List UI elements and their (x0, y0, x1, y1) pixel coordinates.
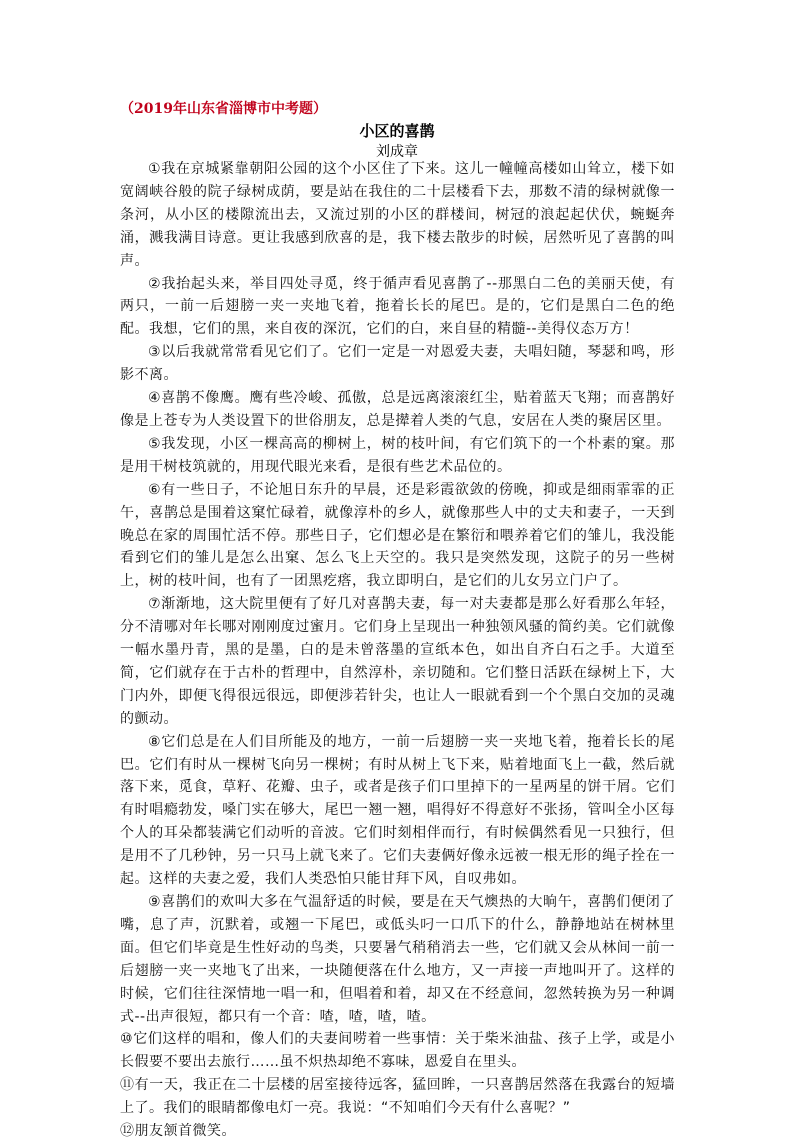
paragraph-4: ④喜鹊不像鹰。鹰有些冷峻、孤傲，总是远离滚滚红尘，贴着蓝天飞翔；而喜鹊好像是上苍专为人类设置下的世俗朋友，总是撵着人类的气息，安居在人类的聚居区里。 (120, 390, 675, 429)
paragraph-3: ③以后我就常常看见它们了。它们一定是一对恩爱夫妻，夫唱妇随，琴瑟和鸣，形影不离。 (120, 344, 675, 384)
paragraph-10: ⑩它们这样的唱和，像人们的夫妻间唠着一些事情：关于柴米油盐、孩子上学，或是小长假要不要出去旅行……虽不炽热却绝不寡味，恩爱自在里头。 (120, 1031, 675, 1071)
exam-source-heading: （2019年山东省淄博市中考题） (120, 101, 327, 117)
article-author: 刘成章 (376, 144, 418, 160)
article-body (120, 158, 675, 1143)
article-title: 小区的喜鹊 (359, 122, 435, 140)
paragraph-2: ②我抬起头来，举目四处寻觅，终于循声看见喜鹊了--那黑白二色的美丽天使，有两只，一前一后翅膀一夹一夹地飞着，拖着长长的尾巴。是的，它们是黑白二色的绝配。我想，它们的黑，来自夜的深沉，它们的白，来自昼的精髓--美得仪态万方！ (120, 275, 675, 338)
paragraph-11: ⑪有一天，我正在二十层楼的居室接待远客，猛回眸，一只喜鹊居然落在我露台的短墙上了。我们的眼睛都像电灯一亮。我说：“不知咱们今天有什么喜呢？” (120, 1077, 675, 1117)
paragraph-1: ①我在京城紧靠朝阳公园的这个小区住了下来。这儿一幢幢高楼如山耸立，楼下如宽阔峡谷般的院子绿树成荫，要是站在我住的二十层楼看下去，那数不清的绿树就像一条河，从小区的楼隙流出去，又流过别的小区的群楼间，树冠的浪起起伏伏，蜿蜒奔涌，溅我满目诗意。更让我感到欣喜的是，我下楼去散步的时候，居然听见了喜鹊的叫声。 (120, 161, 675, 269)
paragraph-8: ⑧它们总是在人们目所能及的地方，一前一后翅膀一夹一夹地飞着，拖着长长的尾巴。它们有时从一棵树飞向另一棵树；有时从树上飞下来，贴着地面飞上一截，然后就落下来，觅食，草籽、花瓣、虫子，或者是孩子们口里掉下的一星两星的饼干屑。它们有时唱瘾勃发，嗓门实在够大，尾巴一翘一翘，唱得好不得意好不张扬，管叫全小区每个人的耳朵都装满它们动听的音波。它们时刻相伴而行，有时候偶然看见一只独行，但是用不了几秒钟，另一只马上就飞来了。它们夫妻俩好像永远被一根无形的绳子拴在一起。这样的夫妻之爱，我们人类恐怕只能甘拜下风，自叹弗如。 (120, 733, 675, 888)
paragraph-9: ⑨喜鹊们的欢叫大多在气温舒适的时候，要是在天气燠热的大晌午，喜鹊们便闭了嘴，息了声，沉默着，或翘一下尾巴，或低头叼一口爪下的什么，静静地站在树林里面。但它们毕竟是生性好动的鸟类，只要暑气稍稍消去一些，它们就又会从林间一前一后翅膀一夹一夹地飞了出来，一块随便落在什么地方，又一声接一声地叫开了。这样的时候，它们往往深情地一唱一和，但唱着和着，却又在不经意间，忽然转换为另一种调式--出声很短，都只有一个音：喳，喳，喳，喳。 (120, 894, 675, 1025)
paragraph-5: ⑤我发现，小区一棵高高的柳树上，树的枝叶间，有它们筑下的一个朴素的窠。那是用干树枝筑就的，用现代眼光来看，是很有些艺术品位的。 (120, 435, 675, 475)
paragraph-7: ⑦渐渐地，这大院里便有了好几对喜鹊夫妻，每一对夫妻都是那么好看那么年轻，分不清哪对年长哪对刚刚度过蜜月。它们身上呈现出一种独领风骚的简约美。它们就像一幅水墨丹青，黑的是墨，白的是未曾落墨的宣纸本色，如出自齐白石之手。大道至简，它们就存在于古朴的哲理中，自然淳朴，亲切随和。它们整日活跃在绿树上下，大门内外，即便飞得很远很远，即便涉若针尖，也让人一眼就看到一个个黑白交加的灵魂的颤动。 (120, 596, 675, 727)
paragraph-12: ⑫朋友颔首微笑。 (120, 1123, 236, 1140)
paragraph-6: ⑥有一些日子，不论旭日东升的早晨，还是彩霞欲敛的傍晚，抑或是细雨霏霏的正午，喜鹊总是围着这窠忙碌着，就像淳朴的乡人，就像那些人中的丈夫和妻子，一天到晚总在家的周围忙活不停。那些日子，它们想必是在繁衍和喂养着它们的雏儿，我没能看到它们的雏儿是怎么出窠、怎么飞上天空的。我只是突然发现，这院子的另一些树上，树的枝叶间，也有了一团黑疙瘩，我立即明白，是它们的儿女另立门户了。 (120, 481, 675, 590)
